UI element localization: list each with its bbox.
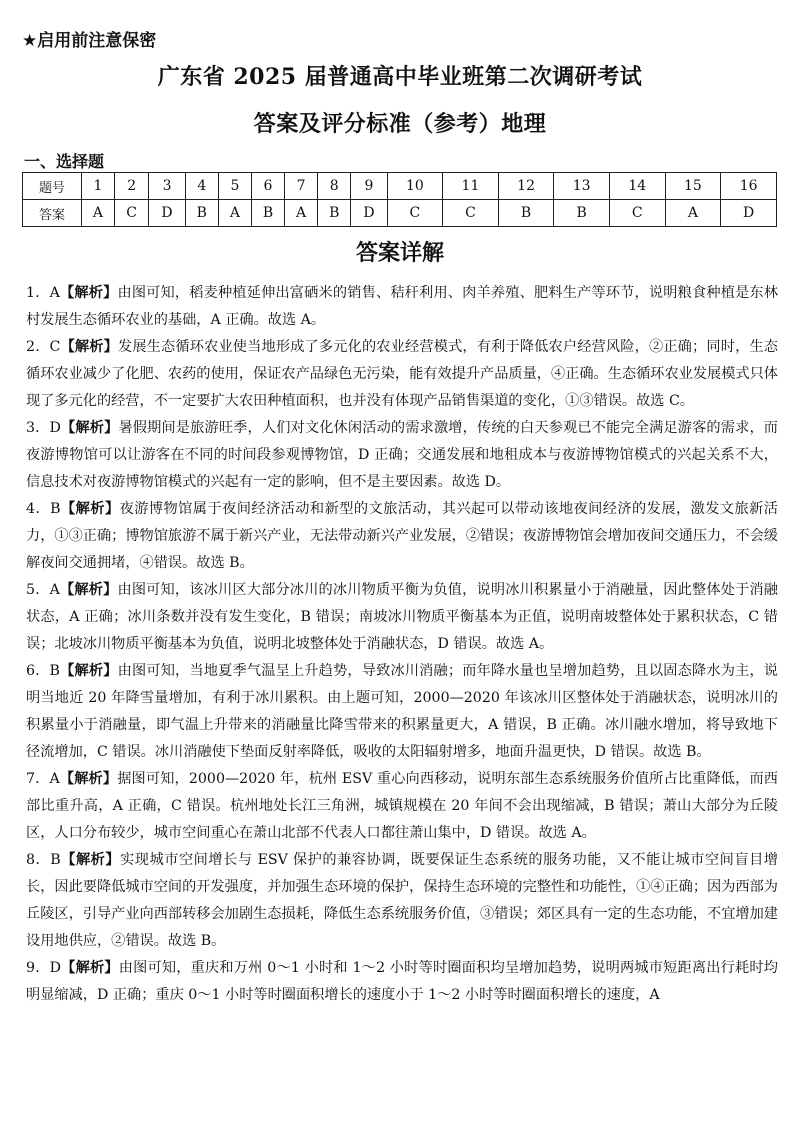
explanation-text: 发展生态循环农业使当地形成了多元化的农业经营模式，有利于降低农户经营风险，②正确；同时，生态循环农业减少了化肥、农药的使用，保证农产品绿色无污染，能有效提升产品质量，④正确。生态循环农业发展模式只体现了多元化的经营，不一定要扩大农田种植面积，也并没有体现产品销售渠道的变化，①③错误。故选 C。 (26, 339, 778, 409)
question-number-cell: 1 (82, 173, 115, 200)
analysis-label: 【解析】 (60, 852, 121, 868)
question-answer-prefix: 5．A (26, 582, 60, 598)
answer-row-header: 答案 (23, 200, 82, 227)
analysis-label: 【解析】 (60, 960, 119, 976)
answer-table-number-row (23, 173, 777, 200)
details-title: 答案详解 (355, 241, 444, 266)
question-number-cell: 9 (351, 173, 387, 200)
question-number-cell: 2 (114, 173, 149, 200)
answer-explanation (26, 847, 778, 955)
answer-explanation (26, 415, 778, 496)
explanation-text: 夜游博物馆属于夜间经济活动和新型的文旅活动，其兴起可以带动该地夜间经济的发展，激发文旅新活力，①③正确；博物馆旅游不属于新兴产业，无法带动新兴产业发展，②错误；夜游博物馆会增加夜间交通压力，不会缓解夜间交通拥堵，④错误。故选 B。 (26, 501, 778, 571)
answer-explanation (26, 766, 778, 847)
question-answer-prefix: 7．A (26, 771, 60, 787)
answer-cell: B (498, 200, 554, 227)
question-number-cell: 15 (665, 173, 721, 200)
question-answer-prefix: 4．B (26, 501, 61, 517)
answer-explanation (26, 577, 778, 658)
answer-cell: D (149, 200, 185, 227)
analysis-label: 【解析】 (59, 771, 118, 787)
answer-cell: D (721, 200, 777, 227)
page-title: 广东省 2025 届普通高中毕业班第二次调研考试 (157, 64, 643, 90)
question-number-cell: 6 (251, 173, 284, 200)
explanation-text: 由图可知，稻麦种植延伸出富硒米的销售、秸秆利用、肉羊养殖、肥料生产等环节，说明粮食种植是东林村发展生态循环农业的基础，A 正确。故选 A。 (26, 285, 778, 328)
answer-cell: C (387, 200, 443, 227)
answer-cell: B (251, 200, 284, 227)
answer-explanation (26, 280, 778, 334)
analysis-label: 【解析】 (60, 420, 119, 436)
answer-explanation (26, 658, 778, 766)
analysis-label: 【解析】 (59, 582, 118, 598)
question-number-cell: 11 (443, 173, 499, 200)
answer-cell: C (443, 200, 499, 227)
question-number-cell: 4 (185, 173, 218, 200)
answer-explanation (26, 955, 778, 1009)
explanation-text: 由图可知，当地夏季气温呈上升趋势，导致冰川消融；而年降水量也呈增加趋势，且以固态降水为主，说明当地近 20 年降雪量增加，有利于冰川累积。由上题可知，2000—2020 年该冰川区整体处于消融状态，说明冰川的积累量小于消融量，即气温上升带来的消融量比降雪带来的积累量更大，A 错误，B 正确。冰川融水增加，将导致地下径流增加，C 错误。冰川消融使下垫面反射率降低，吸收的太阳辐射增多，地面升温更快，D 错误。故选 B。 (26, 663, 778, 760)
question-answer-prefix: 6．B (26, 663, 60, 679)
question-number-cell: 7 (285, 173, 318, 200)
answer-cell: B (318, 200, 351, 227)
answer-cell: B (554, 200, 610, 227)
answer-cell: C (114, 200, 149, 227)
explanation-text: 由图可知，该冰川区大部分冰川的冰川物质平衡为负值，说明冰川积累量小于消融量，因此整体处于消融状态，A 正确；冰川条数并没有发生变化，B 错误；南坡冰川物质平衡基本为正值，说明南坡整体处于累积状态，C 错误；北坡冰川物质平衡基本为负值，说明北坡整体处于消融状态，D 错误。故选 A。 (26, 582, 778, 652)
question-number-cell: 5 (218, 173, 251, 200)
question-number-cell: 10 (387, 173, 443, 200)
question-number-cell: 3 (149, 173, 185, 200)
answer-cell: A (285, 200, 318, 227)
question-answer-prefix: 2．C (26, 339, 61, 355)
confidential-label: ★启用前注意保密 (22, 31, 157, 51)
explanation-text: 由图可知，重庆和万州 0～1 小时和 1～2 小时等时圈面积均呈增加趋势，说明两城市短距离出行耗时均明显缩减，D 正确；重庆 0～1 小时等时圈面积增长的速度小于 1～2 小时等时圈面积增长的速度，A (26, 960, 778, 1003)
answer-explanation (26, 496, 778, 577)
answer-cell: D (351, 200, 387, 227)
question-number-cell: 8 (318, 173, 351, 200)
number-row-header: 题号 (23, 173, 82, 200)
section-heading: 一、选择题 (24, 152, 105, 171)
question-answer-prefix: 8．B (26, 852, 61, 868)
question-number-cell: 14 (609, 173, 665, 200)
answer-details (26, 280, 778, 1009)
question-number-cell: 13 (554, 173, 610, 200)
answer-table-answer-row (23, 200, 777, 227)
explanation-text: 实现城市空间增长与 ESV 保护的兼容协调，既要保证生态系统的服务功能，又不能让城市空间盲目增长，因此要降低城市空间的开发强度，并加强生态环境的保护，保持生态环境的完整性和功能性，①④正确；因为西部为丘陵区，引导产业向西部转移会加剧生态损耗，降低生态系统服务价值，③错误；郊区具有一定的生态功能，不宜增加建设用地供应，②错误。故选 B。 (26, 852, 778, 949)
explanation-text: 暑假期间是旅游旺季，人们对文化休闲活动的需求激增，传统的白天参观已不能完全满足游客的需求，而夜游博物馆可以让游客在不同的时间段参观博物馆，D 正确；交通发展和地租成本与夜游博物馆模式的兴起关系不大，信息技术对夜游博物馆模式的兴起有一定的影响，但不是主要因素。故选 D。 (26, 420, 778, 490)
analysis-label: 【解析】 (60, 501, 120, 517)
question-answer-prefix: 1．A (26, 285, 60, 301)
answer-cell: A (82, 200, 115, 227)
page-subtitle: 答案及评分标准（参考）地理 (253, 111, 547, 137)
answer-cell: B (185, 200, 218, 227)
answer-cell: A (665, 200, 721, 227)
question-answer-prefix: 3．D (26, 420, 61, 436)
answer-cell: A (218, 200, 251, 227)
analysis-label: 【解析】 (60, 339, 118, 355)
answer-cell: C (609, 200, 665, 227)
analysis-label: 【解析】 (59, 663, 118, 679)
answer-table (22, 172, 777, 227)
analysis-label: 【解析】 (59, 285, 118, 301)
question-number-cell: 16 (721, 173, 777, 200)
question-number-cell: 12 (498, 173, 554, 200)
explanation-text: 据图可知，2000—2020 年，杭州 ESV 重心向西移动，说明东部生态系统服务价值所占比重降低，而西部比重升高，A 正确，C 错误。杭州地处长江三角洲，城镇规模在 20 年间不会出现缩减，B 错误；萧山大部分为丘陵区，人口分布较少，城市空间重心在萧山北部不代表人口都往萧山集中，D 错误。故选 A。 (26, 771, 778, 841)
question-answer-prefix: 9．D (26, 960, 61, 976)
answer-explanation (26, 334, 778, 415)
